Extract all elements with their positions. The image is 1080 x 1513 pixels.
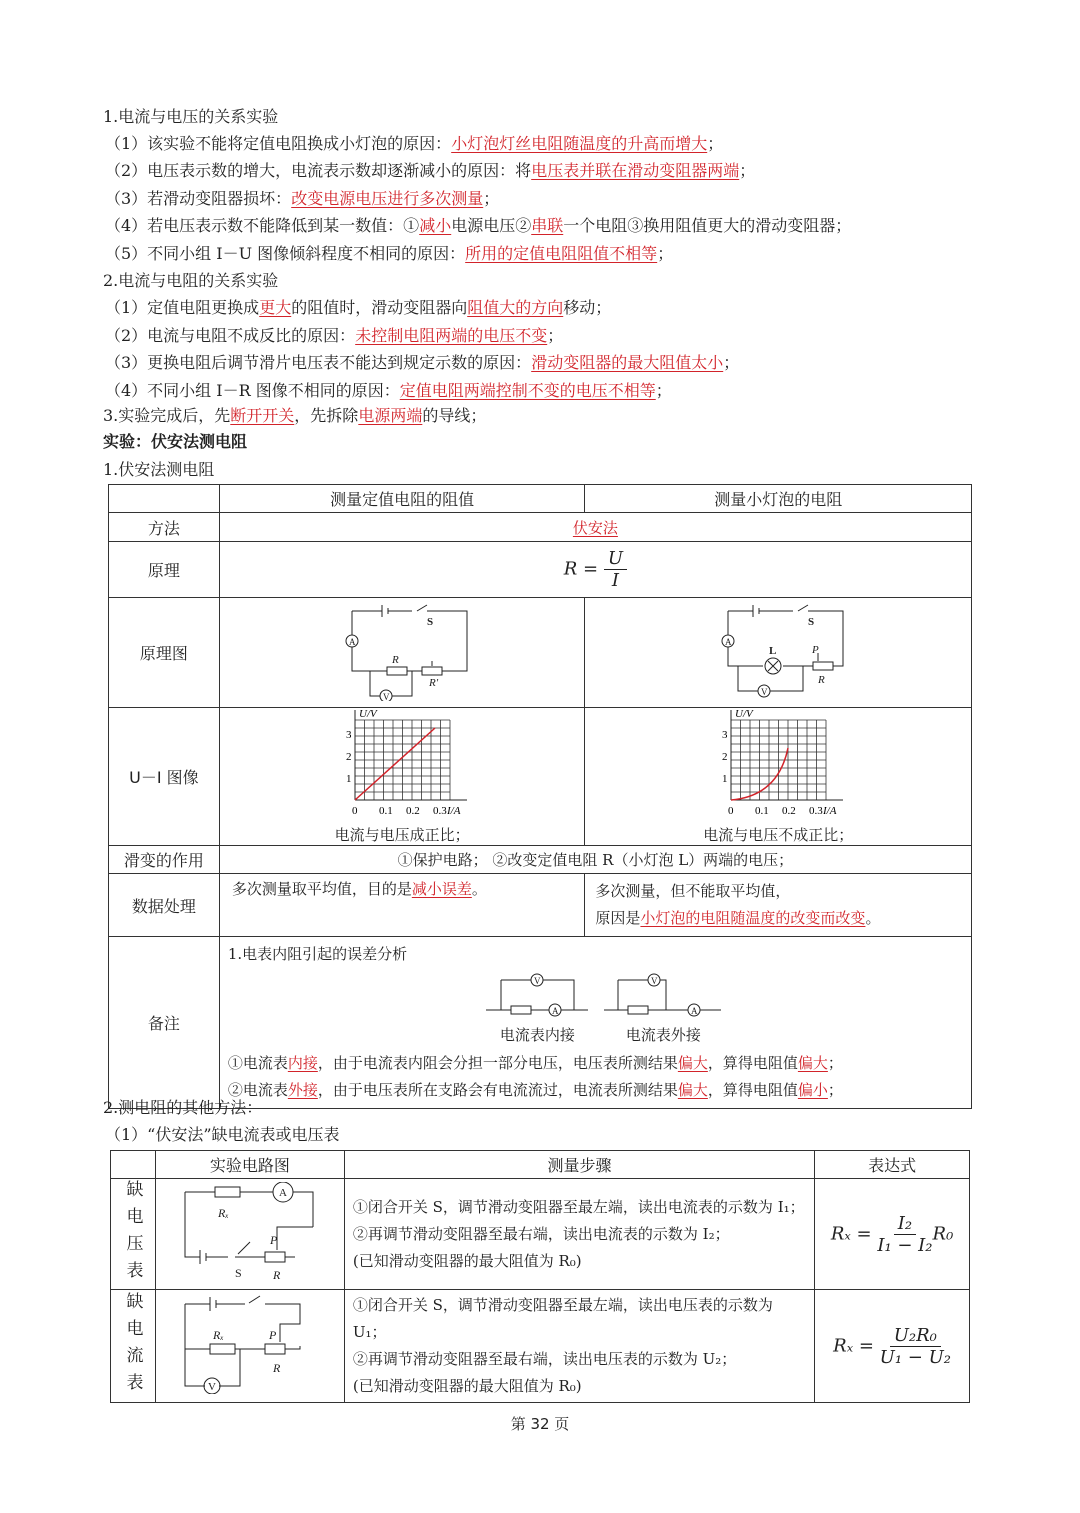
- section1-item: [105, 161, 755, 181]
- svg-text:L: L: [769, 644, 777, 657]
- step: ①闭合开关 S，调节滑动变阻器至最左端，读出电流表的示数为 I₁；: [352, 1197, 805, 1216]
- text-segment: ，算得电阻值: [707, 1081, 798, 1099]
- svg-text:S: S: [234, 1266, 242, 1280]
- text-segment: ；: [723, 353, 740, 372]
- x-axis-label: I/A: [447, 805, 461, 817]
- y-tick-label: 3: [722, 729, 728, 741]
- answer-text: 电压表并联在滑动变阻器两端: [531, 161, 740, 180]
- no-voltmeter-circuit: [175, 1182, 325, 1282]
- y-tick-label: 3: [346, 729, 352, 741]
- x-tick-label: 0: [352, 805, 358, 817]
- formula-numerator: U: [604, 548, 627, 570]
- data-right-line: 多次测量，但不能取平均值，: [595, 882, 791, 900]
- svg-text:Rₓ: Rₓ: [217, 1206, 229, 1220]
- section2-item: [105, 326, 563, 346]
- text-segment: ；: [483, 189, 500, 208]
- principle-formula: [219, 542, 971, 598]
- text-segment: ；: [739, 161, 756, 180]
- answer-text: 滑动变阻器的最大阻值太小: [531, 353, 724, 372]
- text-segment: 。: [471, 880, 487, 898]
- text-segment: ；: [657, 244, 674, 263]
- text-segment: 一个电阻③换用阻值更大的滑动变阻器；: [563, 216, 852, 235]
- text-segment: （3）更换电阻后调节滑片电压表不能达到规定示数的原因：: [105, 353, 532, 372]
- svg-text:V: V: [207, 1381, 216, 1393]
- text-segment: （2）电流与电阻不成反比的原因：: [105, 326, 356, 345]
- section2-item: [105, 353, 739, 373]
- text-segment: ，由于电流表内阻会分担一部分电压，电压表所测结果: [317, 1054, 678, 1072]
- text-segment: ；: [547, 326, 564, 345]
- voltammetry-table: [108, 484, 972, 1109]
- answer-text: 阻值大的方向: [467, 298, 564, 317]
- graph-caption: 电流与电压成正比；: [334, 826, 470, 844]
- svg-text:R: R: [818, 673, 825, 686]
- expr-numerator: I₂: [894, 1213, 916, 1235]
- svg-text:S: S: [427, 615, 434, 628]
- text-segment: 的阻值时，滑动变阻器向: [291, 298, 468, 317]
- row-label: 备注: [109, 937, 220, 1109]
- answer-text: 内接: [287, 1054, 318, 1072]
- col-header: 表达式: [815, 1151, 970, 1179]
- other-methods-table: [110, 1150, 970, 1403]
- answer-text: 定值电阻两端控制不变的电压不相等: [399, 381, 656, 400]
- svg-text:V: V: [383, 691, 390, 701]
- svg-text:R: R: [272, 1268, 281, 1282]
- y-axis-label: U/V: [359, 708, 377, 720]
- rheostat-role: ①保护电路； ②改变定值电阻 R（小灯泡 L）两端的电压；: [219, 846, 971, 874]
- text-segment: 3.实验完成后，先: [103, 406, 231, 425]
- row-label: 原理图: [109, 598, 220, 708]
- col-header: 实验电路图: [155, 1151, 344, 1179]
- lamp-circuit-diagram: [708, 601, 848, 701]
- answer-text: 偏大: [797, 1054, 828, 1072]
- section1-item: [105, 244, 673, 264]
- svg-text:A: A: [690, 1006, 698, 1016]
- x-tick-label: 0.1: [379, 805, 393, 817]
- y-tick-label: 2: [722, 751, 728, 763]
- text-segment: 原因是: [595, 909, 641, 927]
- no-ammeter-circuit: [175, 1294, 325, 1394]
- col-header: 测量定值电阻的阻值: [219, 485, 585, 513]
- text-segment: ；: [707, 134, 724, 153]
- answer-text: 偏小: [797, 1081, 828, 1099]
- page-number: 第 32 页: [510, 1415, 570, 1433]
- svg-text:R: R: [392, 653, 399, 666]
- subsection-title: （1）“伏安法”缺电流表或电压表: [105, 1125, 340, 1144]
- method-value: 伏安法: [572, 518, 618, 537]
- subsection-title: 2.测电阻的其他方法：: [103, 1098, 263, 1117]
- text-segment: ②电流表: [227, 1081, 288, 1099]
- y-tick-label: 2: [346, 751, 352, 763]
- svg-text:A: A: [551, 1006, 559, 1016]
- expression: [815, 1290, 970, 1403]
- row-label: 方法: [109, 513, 220, 542]
- y-axis-label: U/V: [735, 708, 753, 720]
- text-segment: ；: [827, 1081, 843, 1099]
- x-tick-label: 0.1: [755, 805, 769, 817]
- meter-connection-diagrams: [486, 970, 726, 1025]
- row-label: 缺电流表: [111, 1290, 156, 1403]
- answer-text: 改变电源电压进行多次测量: [291, 189, 484, 208]
- x-tick-label: 0.2: [782, 805, 796, 817]
- svg-text:A: A: [725, 636, 732, 647]
- text-segment: 的导线；: [422, 406, 487, 425]
- answer-text: 更大: [259, 298, 292, 317]
- answer-text: 偏大: [677, 1081, 708, 1099]
- answer-text: 减小误差: [411, 880, 472, 898]
- col-header: 测量小灯泡的电阻: [585, 485, 972, 513]
- x-tick-label: 0.3: [809, 805, 823, 817]
- svg-text:S: S: [808, 615, 815, 628]
- svg-text:R′: R′: [429, 676, 439, 689]
- col-header: 测量步骤: [344, 1151, 814, 1179]
- svg-text:A: A: [278, 1187, 287, 1199]
- notes-line: [228, 1050, 963, 1077]
- text-segment: （4）不同小组 I－R 图像不相同的原因：: [105, 381, 400, 400]
- step: ②再调节滑动变阻器至最右端，读出电流表的示数为 I₂；: [352, 1224, 730, 1243]
- step: ①闭合开关 S，调节滑动变阻器至最左端，读出电压表的示数为 U₁；: [352, 1296, 773, 1341]
- experiment-title: 实验：伏安法测电阻: [103, 432, 248, 451]
- text-segment: （3）若滑动变阻器损坏：: [105, 189, 292, 208]
- row-label: 数据处理: [109, 874, 220, 937]
- section2-item: [105, 298, 611, 318]
- answer-text: 减小: [419, 216, 452, 235]
- text-segment: ，由于电压表所在支路会有电流流过，电流表所测结果: [317, 1081, 678, 1099]
- text-segment: 移动；: [563, 298, 612, 317]
- text-segment: 多次测量取平均值，目的是: [231, 880, 412, 898]
- text-segment: ；: [827, 1054, 843, 1072]
- data-right-line: [595, 905, 961, 932]
- expr-tail: R₀: [932, 1223, 954, 1244]
- y-tick-label: 1: [346, 773, 352, 785]
- expr-lhs: Rₓ =: [833, 1335, 874, 1356]
- x-tick-label: 0: [728, 805, 734, 817]
- section1-item: [105, 134, 723, 154]
- x-tick-label: 0.2: [406, 805, 420, 817]
- svg-text:V: V: [761, 686, 768, 697]
- text-segment: 。: [865, 909, 881, 927]
- svg-text:V: V: [533, 976, 541, 986]
- svg-text:P: P: [812, 643, 819, 656]
- answer-text: 串联: [531, 216, 564, 235]
- text-segment: （4）若电压表示数不能降低到某一数值：①: [105, 216, 420, 235]
- row-label: 滑变的作用: [109, 846, 220, 874]
- section1-title: 1.电流与电压的关系实验: [103, 107, 279, 126]
- x-axis-label: I/A: [823, 805, 837, 817]
- ui-graph-linear: [327, 708, 477, 820]
- answer-text: 未控制电阻两端的电压不变: [355, 326, 548, 345]
- y-tick-label: 1: [722, 773, 728, 785]
- step: ②再调节滑动变阻器至最右端，读出电压表的示数为 U₂；: [352, 1350, 737, 1368]
- caption-internal: 电流表内接: [499, 1026, 575, 1044]
- answer-text: 电源两端: [358, 406, 423, 425]
- expr-denominator: U₁ − U₂: [879, 1346, 951, 1368]
- svg-text:Rₓ: Rₓ: [212, 1328, 224, 1342]
- row-label: 缺电压表: [111, 1179, 156, 1290]
- section1-item: [105, 189, 499, 209]
- caption-external: 电流表外接: [625, 1026, 701, 1044]
- expr-lhs: Rₓ =: [830, 1223, 872, 1244]
- notes-title: 1.电表内阻引起的误差分析: [227, 945, 408, 963]
- resistor-circuit-diagram: [332, 601, 472, 701]
- text-segment: （1）定值电阻更换成: [105, 298, 260, 317]
- formula-lhs: R =: [563, 558, 599, 580]
- text-segment: ；: [655, 381, 672, 400]
- text-segment: ，先拆除: [294, 406, 359, 425]
- expression: [815, 1179, 970, 1290]
- text-segment: ①电流表: [227, 1054, 288, 1072]
- data-curve: [355, 728, 435, 800]
- graph-caption: 电流与电压不成正比；: [703, 826, 854, 844]
- svg-text:A: A: [349, 636, 356, 647]
- formula-denominator: I: [611, 570, 619, 591]
- step: (已知滑动变阻器的最大阻值为 R₀): [352, 1251, 582, 1270]
- expr-denominator: I₁ − I₂: [877, 1234, 933, 1256]
- svg-text:V: V: [650, 976, 658, 986]
- svg-text:P: P: [268, 1328, 277, 1342]
- answer-text: 外接: [287, 1081, 318, 1099]
- subsection-title: 1.伏安法测电阻: [103, 460, 215, 479]
- text-segment: （5）不同小组 I－U 图像倾斜程度不相同的原因：: [105, 244, 466, 263]
- row-label: 原理: [109, 542, 220, 598]
- answer-text: 小灯泡的电阻随温度的改变而改变: [640, 909, 866, 927]
- notes-line: [228, 1077, 963, 1104]
- section3-line: [103, 406, 486, 426]
- text-segment: （1）该实验不能将定值电阻换成小灯泡的原因：: [105, 134, 452, 153]
- answer-text: 偏大: [677, 1054, 708, 1072]
- svg-text:R: R: [272, 1361, 281, 1375]
- data-left: [219, 874, 585, 937]
- x-tick-label: 0.3: [433, 805, 447, 817]
- text-segment: （2）电压表示数的增大，电流表示数却逐渐减小的原因：将: [105, 161, 532, 180]
- text-segment: ，算得电阻值: [707, 1054, 798, 1072]
- expr-numerator: U₂R₀: [890, 1325, 941, 1347]
- text-segment: 电源电压②: [451, 216, 532, 235]
- section1-item: [105, 216, 851, 236]
- ui-graph-nonlinear: [703, 708, 853, 820]
- row-label: U－I 图像: [109, 708, 220, 846]
- answer-text: 所用的定值电阻阻值不相等: [465, 244, 658, 263]
- answer-text: 小灯泡灯丝电阻随温度的升高而增大: [451, 134, 708, 153]
- svg-text:P: P: [269, 1233, 278, 1247]
- answer-text: 断开开关: [230, 406, 295, 425]
- section2-item: [105, 381, 672, 401]
- section2-title: 2.电流与电阻的关系实验: [103, 271, 279, 290]
- step: (已知滑动变阻器的最大阻值为 R₀): [352, 1377, 582, 1395]
